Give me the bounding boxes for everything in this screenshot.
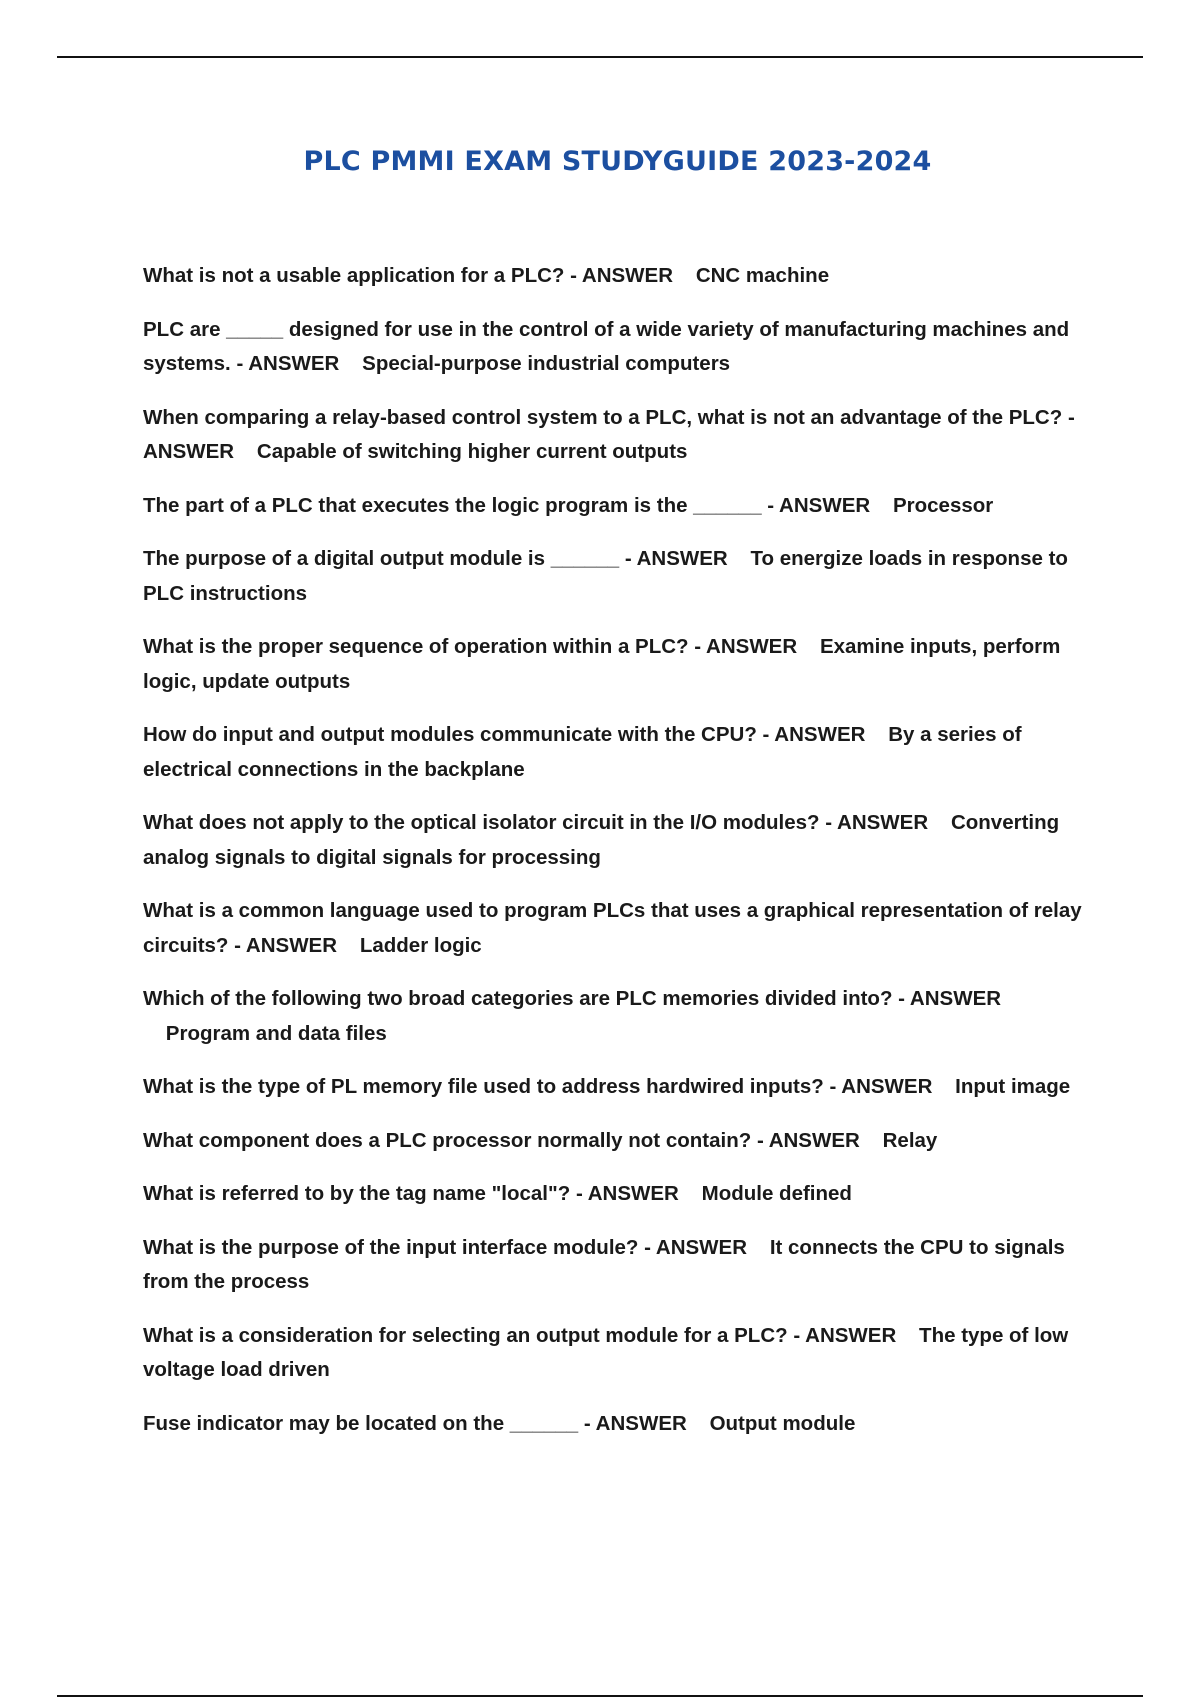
answer-marker: - ANSWER [234,933,338,957]
answer-marker: - ANSWER [898,987,1002,1010]
question-text: PLC are _____ designed for use in the control of a wide variety of manufacturing machines and systems. [143,317,1070,375]
top-divider [57,56,1143,58]
qa-item [143,1177,1103,1212]
answer-marker: - ANSWER [762,723,866,746]
question-text: What is not a usable application for a PLC? [143,264,565,287]
question-text: What is a consideration for selecting an output module for a PLC? [143,1323,788,1347]
qa-item [143,1124,1103,1159]
question-text: What is the purpose of the input interface module? [143,1235,639,1259]
question-text: What is a common language used to program PLCs that uses a graphical representation of relay circuits? [143,899,1082,957]
answer-text: Module defined [701,1182,852,1205]
bottom-divider [57,1695,1143,1697]
page-title: PLC PMMI EXAM STUDYGUIDE 2023-2024 [303,146,932,177]
qa-item [143,489,1103,524]
question-text: What component does a PLC processor normally not contain? [143,1128,752,1152]
qa-item [143,1070,1103,1105]
answer-text: The type of low voltage load driven [143,1323,1069,1381]
answer-text: It connects the CPU to signals from the process [143,1235,1065,1293]
answer-marker: - ANSWER [829,1075,933,1098]
question-text: What does not apply to the optical isolator circuit in the I/O modules? [143,811,820,834]
answer-marker: - ANSWER [694,635,798,658]
qa-item [143,1231,1103,1300]
answer-marker: - ANSWER [756,1128,860,1152]
question-text: What is the proper sequence of operation within a PLC? [143,635,689,658]
qa-item [143,259,1103,294]
qa-item [143,982,1103,1051]
qa-item [143,401,1103,470]
qa-item [143,1319,1103,1388]
answer-text: Input image [955,1075,1071,1098]
answer-text: Capable of switching higher current outputs [256,440,688,463]
answer-text: Ladder logic [359,933,482,957]
answer-text: Processor [892,493,994,517]
answer-text: Special-purpose industrial computers [362,352,731,375]
question-text: How do input and output modules communicate with the CPU? [143,723,757,746]
answer-text: CNC machine [695,264,830,287]
answer-text: Converting analog signals to digital signals for processing [143,811,1060,869]
qa-item [143,894,1103,963]
qa-item [143,313,1103,382]
answer-text: Relay [882,1128,938,1152]
qa-item [143,542,1103,611]
question-text: The part of a PLC that executes the logic program is the ______ [143,493,762,517]
question-text: What is the type of PL memory file used to address hardwired inputs? [143,1075,824,1098]
answer-text: By a series of electrical connections in the backplane [143,723,1022,781]
answer-marker: - ANSWER [624,547,728,570]
answer-marker: - ANSWER [583,1411,687,1435]
answer-marker: - ANSWER [825,811,929,834]
answer-marker: - ANSWER [644,1235,748,1259]
qa-item [143,718,1103,787]
answer-text: Examine inputs, perform logic, update outputs [143,635,1061,693]
question-text: Which of the following two broad categories are PLC memories divided into? [143,987,893,1010]
qa-item [143,1407,1103,1442]
answer-text: Output module [709,1411,856,1435]
qa-item [143,630,1103,699]
answer-text: Program and data files [165,1021,387,1045]
answer-marker: - ANSWER [236,352,340,375]
question-text: What is referred to by the tag name "local"? [143,1182,571,1205]
answer-text: To energize loads in response to PLC instructions [143,547,1068,605]
answer-marker: - ANSWER [767,493,871,517]
answer-marker: - ANSWER [570,264,674,287]
question-text: Fuse indicator may be located on the ______ [143,1411,579,1435]
answer-marker: - ANSWER [575,1182,679,1205]
question-text: When comparing a relay-based control system to a PLC, what is not an advantage of the PLC? [143,405,1063,429]
qa-list [143,259,1103,1460]
answer-marker: - ANSWER [143,405,1075,463]
question-text: The purpose of a digital output module is ______ [143,547,620,570]
qa-item [143,806,1103,875]
answer-marker: - ANSWER [793,1323,897,1347]
